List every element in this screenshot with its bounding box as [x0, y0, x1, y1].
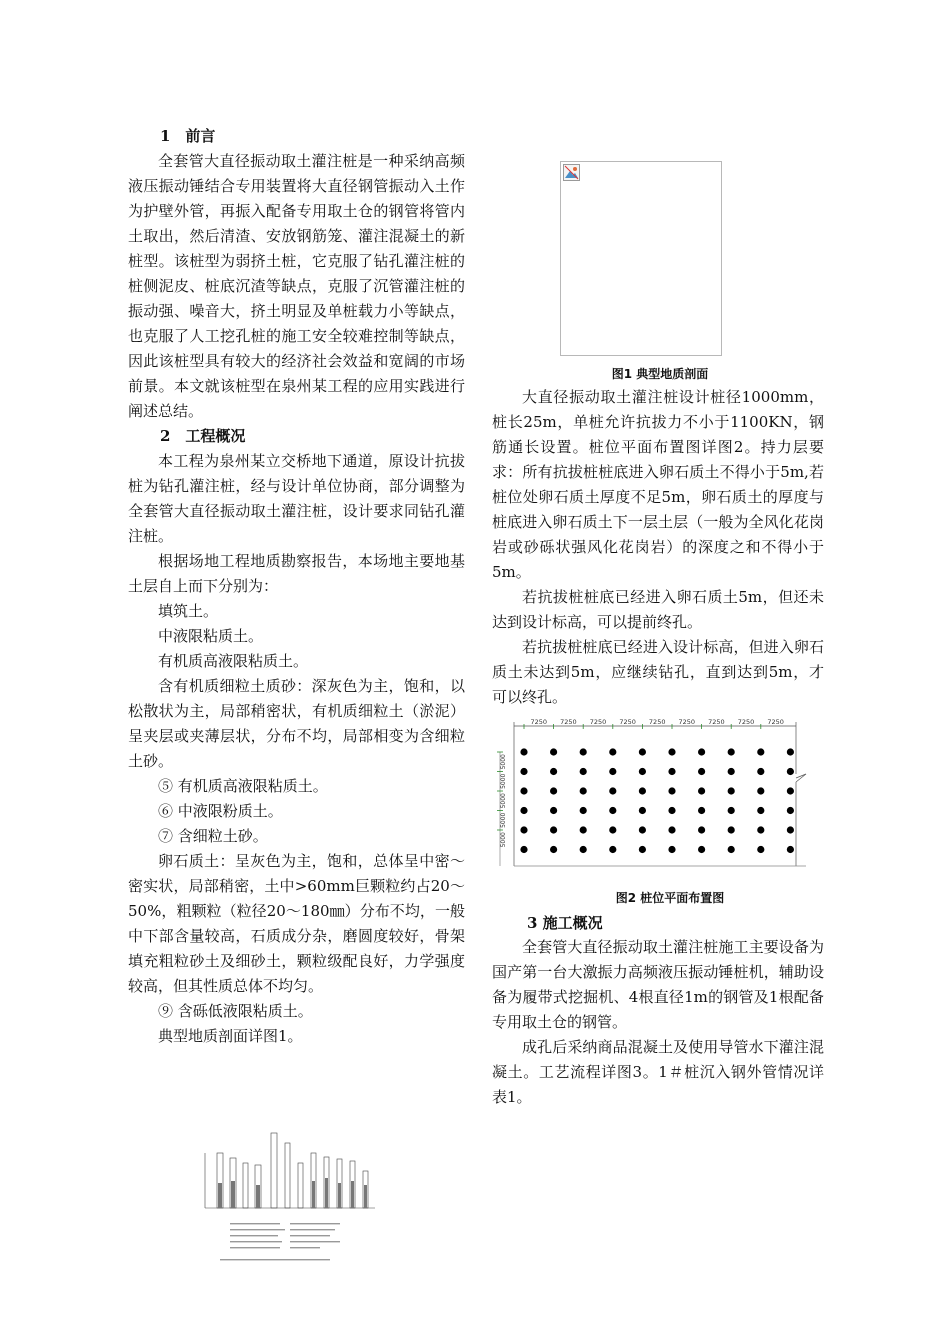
pile-marker [757, 807, 764, 814]
soil-layer-5: ⑤ 有机质高液限粘质土。 [158, 777, 328, 795]
pile-marker [580, 826, 587, 833]
pile-marker [639, 826, 646, 833]
pile-marker [550, 787, 557, 794]
pile-marker [757, 846, 764, 853]
soil-layer-3: 有机质高液限粘质土。 [158, 652, 309, 670]
figure-2-caption: 图2 桩位平面布置图 [615, 891, 725, 905]
pile-marker [520, 787, 527, 794]
pile-marker [580, 768, 587, 775]
pile-marker [757, 787, 764, 794]
section-2-heading: 2 工程概况 [160, 427, 246, 445]
pile-marker [787, 787, 794, 794]
soil-layer-1: 填筑土。 [158, 602, 219, 620]
concrete-paragraph: 成孔后采纳商品混凝土及使用导管水下灌注混凝土。工艺流程详图3。1＃桩沉入钢外管情况详表1。 [492, 1038, 824, 1106]
pile-marker [580, 846, 587, 853]
figure-1-image [560, 161, 722, 356]
pile-marker [698, 748, 705, 755]
pile-marker [639, 787, 646, 794]
section-1-heading: 1 前言 [160, 127, 216, 145]
pile-marker [550, 807, 557, 814]
pile-marker [520, 826, 527, 833]
early-termination-paragraph: 若抗拔桩桩底已经进入卵石质土5m，但还未达到设计标高，可以提前终孔。 [492, 588, 824, 631]
pile-marker [698, 768, 705, 775]
pile-marker [580, 787, 587, 794]
pile-marker [550, 768, 557, 775]
pile-marker [787, 807, 794, 814]
pile-marker [639, 768, 646, 775]
pile-marker [609, 807, 616, 814]
preface-paragraph: 全套管大直径振动取土灌注桩是一种采纳高频液压振动锤结合专用装置将大直径钢管振动入土作为护壁外管，再振入配备专用取土仓的钢管将管内土取出，然后清渣、安放钢筋笼、灌注混凝土的新桩型。该桩型为弱挤土桩，它克服了钻孔灌注桩的桩侧泥皮、桩底沉渣等缺点，克服了沉管灌注桩的振动强、噪音大，挤土明显及单桩载力小等缺点，也克服了人工挖孔桩的施工安全较难控制等缺点，因此该桩型具有较大的经济社会效益和宽阔的市场前景。本文就该桩型在泉州某工程的应用实践进行阐述总结。 [128, 152, 465, 420]
pile-marker [609, 826, 616, 833]
soil-layer-7: ⑦ 含细粒土砂。 [158, 827, 268, 845]
soil-layer-2: 中液限粘质土。 [158, 627, 264, 645]
pile-marker [520, 807, 527, 814]
pile-marker [609, 787, 616, 794]
soil-layer-8: 卵石质土：呈灰色为主，饱和，总体呈中密～密实状，局部稍密，土中>60mm巨颗粒约占20～50%，粗颗粒（粒径20～180㎜）分布不均，一般中下部含量较高，石质成分杂，磨圆度较好，骨架填充粗粒砂土及细砂土，颗粒级配良好，力学强度较高，但其性质总体不均匀。 [128, 852, 465, 995]
pile-marker [550, 748, 557, 755]
pile-marker [668, 807, 675, 814]
dimension-label-y: 5000 [500, 793, 507, 809]
pile-marker [728, 846, 735, 853]
pile-marker [580, 748, 587, 755]
pile-marker [698, 787, 705, 794]
pile-marker [668, 826, 675, 833]
dimension-label-x: 7250 [560, 718, 577, 726]
pile-marker [787, 768, 794, 775]
dimension-label-x: 7250 [530, 718, 548, 726]
dimension-label-x: 7250 [648, 718, 666, 726]
pile-marker [787, 826, 794, 833]
dimension-label-x: 7250 [708, 718, 725, 726]
pile-marker [728, 768, 735, 775]
pile-marker [757, 768, 764, 775]
pile-marker [639, 846, 646, 853]
pile-marker [728, 787, 735, 794]
pile-marker [728, 826, 735, 833]
pile-marker [609, 846, 616, 853]
pile-marker [728, 807, 735, 814]
pile-marker [639, 748, 646, 755]
pile-marker [787, 846, 794, 853]
dimension-label-x: 7250 [767, 718, 784, 726]
dimension-label-y: 5000 [500, 812, 507, 828]
pile-marker [668, 748, 675, 755]
pile-marker [698, 807, 705, 814]
pile-layout-plan [496, 716, 816, 884]
dimension-label-y: 5000 [500, 832, 507, 848]
dimension-label-y: 5000 [500, 773, 507, 789]
right-column [492, 385, 824, 710]
pile-marker [668, 768, 675, 775]
pile-marker [668, 846, 675, 853]
pile-marker [757, 748, 764, 755]
geological-profile-drawing [195, 1123, 385, 1273]
broken-image-icon [563, 164, 580, 181]
pile-design-paragraph: 大直径振动取土灌注桩设计桩径1000mm，桩长25m，单桩允许抗拔力不小于1100KN，钢筋通长设置。桩位平面布置图详图2。持力层要求：所有抗拔桩桩底进入卵石质土不得小于5m,若桩位处卵石质土厚度不足5m，卵石质土的厚度与桩底进入卵石质土下一层土层（一般为全风化花岗岩或砂砾状强风化花岗岩）的深度之和不得小于5m。 [492, 388, 824, 581]
pile-marker [550, 846, 557, 853]
pile-marker [728, 748, 735, 755]
pile-marker [520, 748, 527, 755]
pile-marker [639, 807, 646, 814]
pile-marker [520, 846, 527, 853]
soil-intro-paragraph: 根据场地工程地质勘察报告，本场地主要地基土层自上而下分别为： [128, 552, 465, 595]
pile-marker [698, 846, 705, 853]
soil-layer-6: ⑥ 中液限粉质土。 [158, 802, 283, 820]
pile-marker [609, 748, 616, 755]
dimension-label-x: 7250 [589, 718, 607, 726]
dimension-label-y: 5000 [500, 754, 507, 770]
pile-marker [698, 826, 705, 833]
figure-1-caption: 图1 典型地质剖面 [611, 367, 709, 381]
dimension-label-x: 7250 [678, 718, 696, 726]
soil-layer-4: 含有机质细粒土质砂：深灰色为主，饱和，以松散状为主，局部稍密状，有机质细粒土（淤泥）呈夹层或夹薄层状，分布不均，局部相变为含细粒土砂。 [128, 677, 465, 770]
dimension-label-x: 7250 [737, 718, 755, 726]
pile-marker [520, 768, 527, 775]
continue-drilling-paragraph: 若抗拔桩桩底已经进入设计标高，但进入卵石质土未达到5m，应继续钻孔，直到达到5m，才可以终孔。 [492, 638, 824, 706]
section-3-body [492, 935, 824, 1110]
soil-layer-9: ⑨ 含砾低液限粘质土。 [158, 1002, 313, 1020]
pile-marker [757, 826, 764, 833]
pile-marker [668, 787, 675, 794]
equipment-paragraph: 全套管大直径振动取土灌注桩施工主要设备为国产第一台大激振力高频液压振动锤桩机，辅助设备为履带式挖掘机、4根直径1m的钢管及1根配备专用取土仓的钢管。 [492, 938, 824, 1031]
figure-1-reference: 典型地质剖面详图1。 [158, 1027, 303, 1045]
project-paragraph: 本工程为泉州某立交桥地下通道，原设计抗拔桩为钻孔灌注桩，经与设计单位协商，部分调整为全套管大直径振动取土灌注桩，设计要求同钻孔灌注桩。 [128, 452, 465, 545]
pile-marker [580, 807, 587, 814]
pile-marker [609, 768, 616, 775]
pile-marker [550, 826, 557, 833]
pile-marker [787, 748, 794, 755]
dimension-label-x: 7250 [619, 718, 636, 726]
left-column [128, 124, 465, 1049]
section-3-heading: 3 施工概况 [527, 914, 603, 932]
